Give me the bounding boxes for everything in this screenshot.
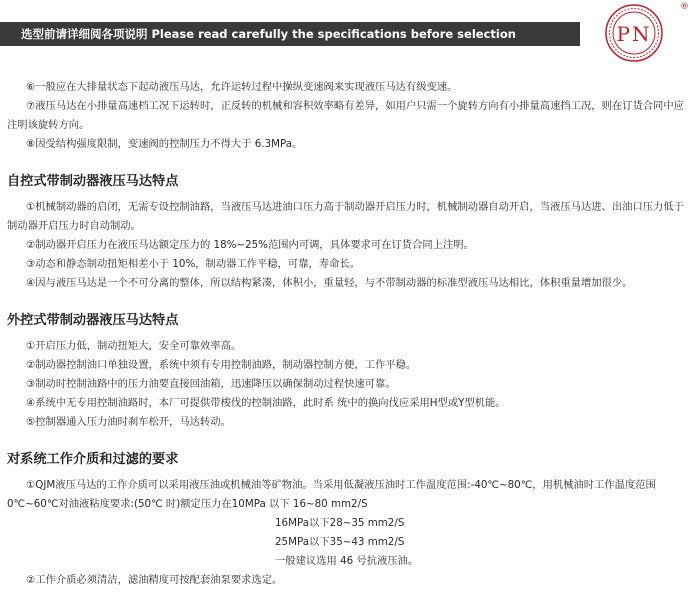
- section-title: 外控式带制动器液压马达特点: [7, 313, 179, 328]
- logo-text: PN: [616, 22, 652, 46]
- viscosity-line: 25MPa以下35~43 mm2/S: [275, 536, 405, 548]
- list-item: ④系统中无专用控制油路时，本厂可提供带梭伐的控制油路，此时系 统中的换向伐应采用H型或Y型机能。: [26, 397, 506, 409]
- list-item: ③制动时控制油路中的压力油要直接回油箱，迅速降压以确保制动过程快速可靠。: [26, 378, 396, 390]
- intro-item: ⑦液压马达在小排量高速档工况下运转时，正反转的机械和容积效率略有差异，如用户只需一个旋转方向有小排量高速挡工况，则在订货合同中应注明该旋转方向。: [7, 100, 684, 131]
- viscosity-line: 一般建议选用 46 号抗液压油。: [275, 555, 419, 567]
- list-item: ①开启压力低，制动扭矩大，安全可靠效率高。: [26, 340, 242, 352]
- list-item: ④因与液压马达是一个不可分离的整体，所以结构紧凑，体积小，重量轻，与不带制动器的标准型液压马达相比，体积重量增加很少。: [26, 277, 633, 289]
- header-title: 选型前请详细阅各项说明 Please read carefully the specifications before selection: [21, 27, 516, 41]
- list-item: ①QJM液压马达的工作介质可以采用液压油或机械油等矿物油。当采用低凝液压油时工作温度范围:-40℃~80℃，用机械油时工作温度范围0℃~60℃对油液粘度要求:(50℃ 时)额定压力在10MPa 以下 16~80 mm2/S: [7, 479, 656, 510]
- list-item: ③动态和静态制动扭矩相差小于 10%，制动器工作平稳，可靠，寿命长。: [26, 258, 360, 270]
- intro-block: [7, 78, 687, 154]
- registered-mark: ®: [680, 2, 689, 12]
- section-title: 自控式带制动器液压马达特点: [7, 174, 179, 189]
- document-body: [7, 78, 687, 590]
- list-item: ②制动器开启压力在液压马达额定压力的 18%~25%范围内可调，具体要求可在订货合同上注明。: [26, 239, 474, 251]
- viscosity-line: 16MPa以下28~35 mm2/S: [275, 517, 405, 529]
- list-item: ①机械制动器的启闭，无需专设控制油路，当液压马达进油口压力高于制动器开启压力时，机械制动器自动开启，当液压马达进、出油口压力低于制动器开启压力时自动制动。: [7, 201, 684, 232]
- list-item: ⑤控制器通入压力油时刹车松开，马达转动。: [26, 416, 231, 428]
- list-item: ②工作介质必须清洁，滤油精度可按配套油泵要求选定。: [26, 574, 283, 586]
- pn-logo-icon: [604, 3, 664, 63]
- intro-item: ⑧因受结构强度限制，变速阀的控制压力不得大于 6.3MPa。: [26, 138, 303, 150]
- list-item: ②制动器控制油口单独设置，系统中须有专用控制油路，制动器控制方便，工作平稳。: [26, 359, 417, 371]
- viscosity-lines: [7, 514, 687, 571]
- intro-item: ⑥一般应在大排量状态下起动液压马达，允许运转过程中操纵变速阀来实现液压马达有级变速。: [26, 81, 458, 93]
- section-title: 对系统工作介质和过滤的要求: [7, 452, 179, 467]
- header-bar: [0, 22, 580, 46]
